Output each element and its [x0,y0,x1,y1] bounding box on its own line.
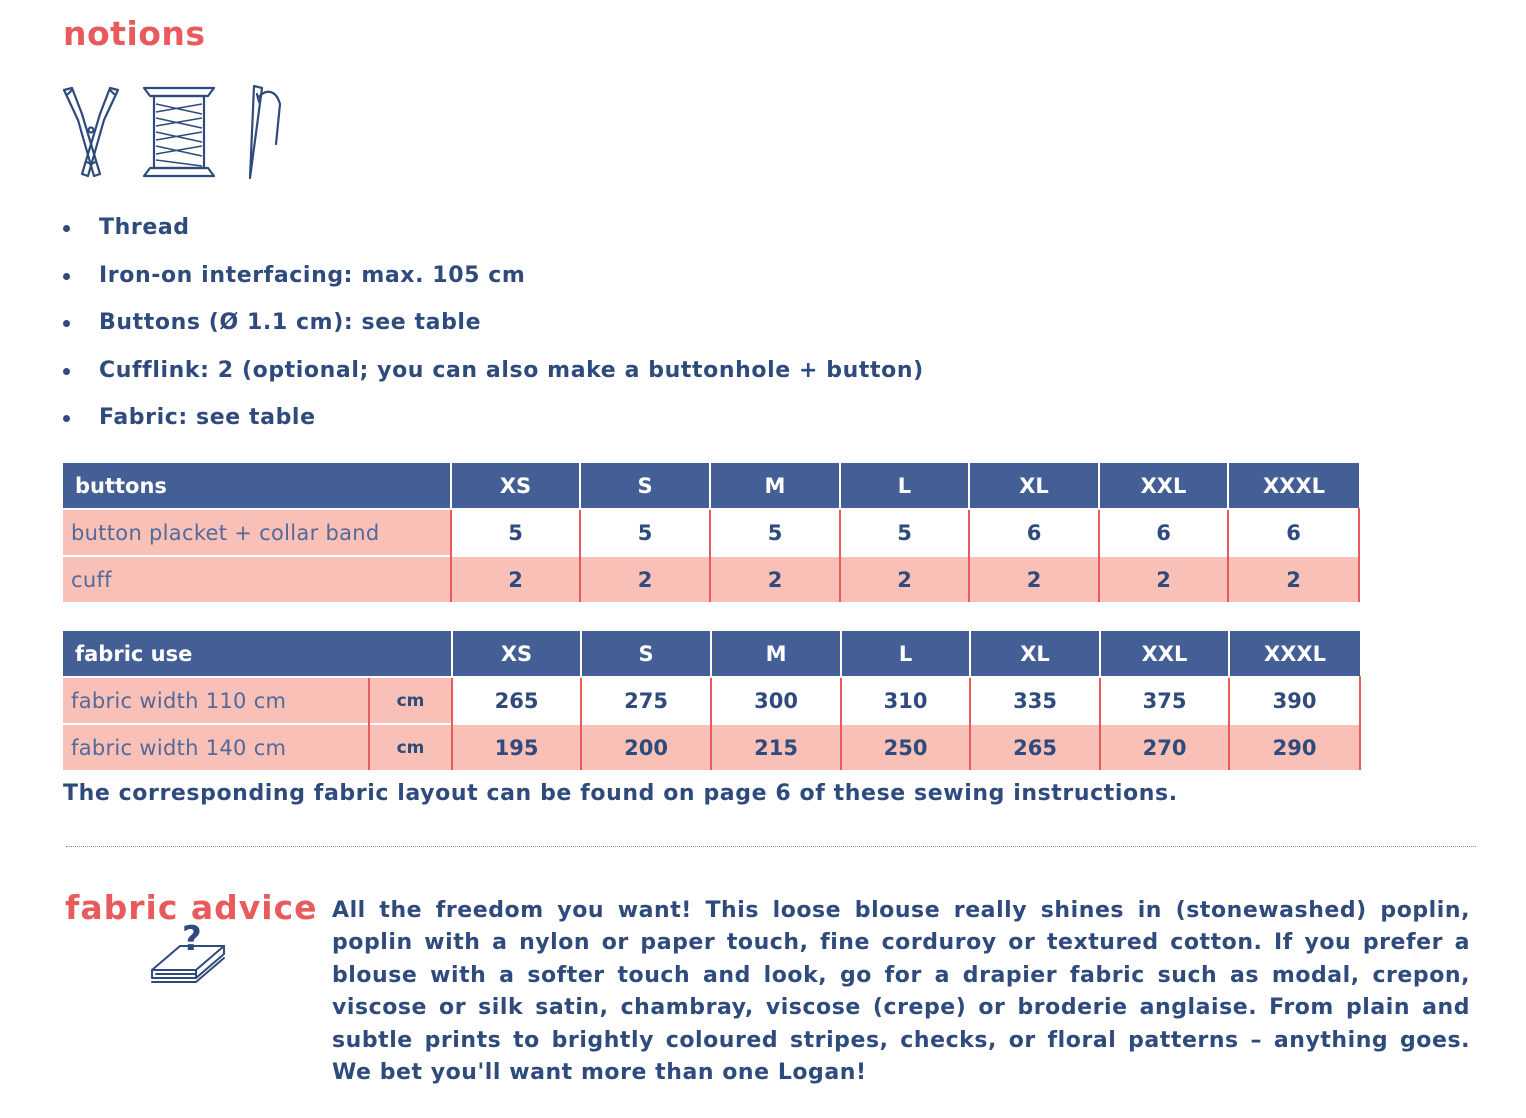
list-item [62,208,924,256]
list-item-text: Thread [99,215,190,240]
table-cell: 195 [452,724,581,770]
list-item [62,398,924,446]
table-cell: 5 [710,509,840,556]
unit-cell: cm [369,724,452,770]
table-header-row [63,631,1360,677]
table-cell: 270 [1100,724,1229,770]
size-header: XL [970,631,1100,677]
table-cell: 275 [581,677,711,724]
fabric-table-title: fabric use [63,631,452,677]
row-label: fabric width 110 cm [63,677,369,724]
size-header: XS [451,463,580,509]
size-header: XXXL [1228,463,1359,509]
table-cell: 5 [580,509,710,556]
list-item [62,303,924,351]
row-label: button placket + collar band [63,509,451,556]
fabric-layout-note: The corresponding fabric layout can be found on page 6 of these sewing instructions. [63,781,1178,806]
table-header-row [63,463,1359,509]
table-cell: 2 [710,556,840,602]
needle-icon [236,84,286,180]
list-item-text: Fabric: see table [99,405,316,430]
table-cell: 265 [452,677,581,724]
row-label: fabric width 140 cm [63,724,369,770]
table-row [63,724,1360,770]
table-cell: 2 [580,556,710,602]
buttons-table-title: buttons [63,463,451,509]
fabric-table [63,631,1361,770]
size-header: XXXL [1229,631,1360,677]
table-cell: 310 [841,677,970,724]
table-cell: 2 [969,556,1099,602]
list-item [62,256,924,304]
table-cell: 2 [1099,556,1228,602]
bullet-icon [63,415,70,422]
thread-spool-icon [142,84,216,180]
table-cell: 375 [1100,677,1229,724]
table-cell: 390 [1229,677,1360,724]
bullet-icon [63,320,70,327]
unit-cell: cm [369,677,452,724]
table-row [63,509,1359,556]
list-item-text: Cufflink: 2 (optional; you can also make a buttonhole + button) [99,357,924,383]
size-header: XS [452,631,581,677]
table-cell: 5 [451,509,580,556]
list-item-text: Buttons (Ø 1.1 cm): see table [99,310,482,335]
bullet-icon [63,273,70,280]
table-cell: 265 [970,724,1100,770]
table-cell: 250 [841,724,970,770]
fabric-advice-text: All the freedom you want! This loose blouse really shines in (stonewashed) poplin, poplin with a nylon or paper touch, fine corduroy or textured cotton. If you prefer a blouse with a softer touch and look, go for a drapier fabric such as modal, crepon, viscose or silk satin, chambray, viscose (crepe) or broderie anglaise. From plain and subtle prints to brightly coloured stripes, checks, or floral patterns – anything goes. We bet you'll want more than one Logan! [332,898,1470,1086]
svg-text:?: ? [182,924,202,959]
size-header: L [841,631,970,677]
notions-list [62,208,924,446]
size-header: XL [969,463,1099,509]
table-cell: 2 [451,556,580,602]
table-cell: 2 [1228,556,1359,602]
size-header: M [711,631,841,677]
bullet-icon [63,225,70,232]
fabric-advice-heading: fabric advice [65,888,318,927]
size-header: M [710,463,840,509]
buttons-table [63,463,1360,602]
section-divider [66,846,1476,847]
table-row [63,556,1359,602]
table-cell: 6 [969,509,1099,556]
row-label: cuff [63,556,451,602]
fabric-question-icon [146,924,226,990]
list-item [62,351,924,399]
table-cell: 290 [1229,724,1360,770]
size-header: L [840,463,969,509]
table-row [63,677,1360,724]
table-cell: 6 [1099,509,1228,556]
scissors-icon [60,84,122,180]
table-cell: 5 [840,509,969,556]
list-item-text: Iron-on interfacing: max. 105 cm [99,262,526,288]
table-cell: 335 [970,677,1100,724]
table-cell: 6 [1228,509,1359,556]
size-header: S [580,463,710,509]
table-cell: 215 [711,724,841,770]
table-cell: 200 [581,724,711,770]
table-cell: 300 [711,677,841,724]
size-header: XXL [1100,631,1229,677]
bullet-icon [63,368,70,375]
notions-heading: notions [63,14,206,53]
size-header: S [581,631,711,677]
table-cell: 2 [840,556,969,602]
size-header: XXL [1099,463,1228,509]
